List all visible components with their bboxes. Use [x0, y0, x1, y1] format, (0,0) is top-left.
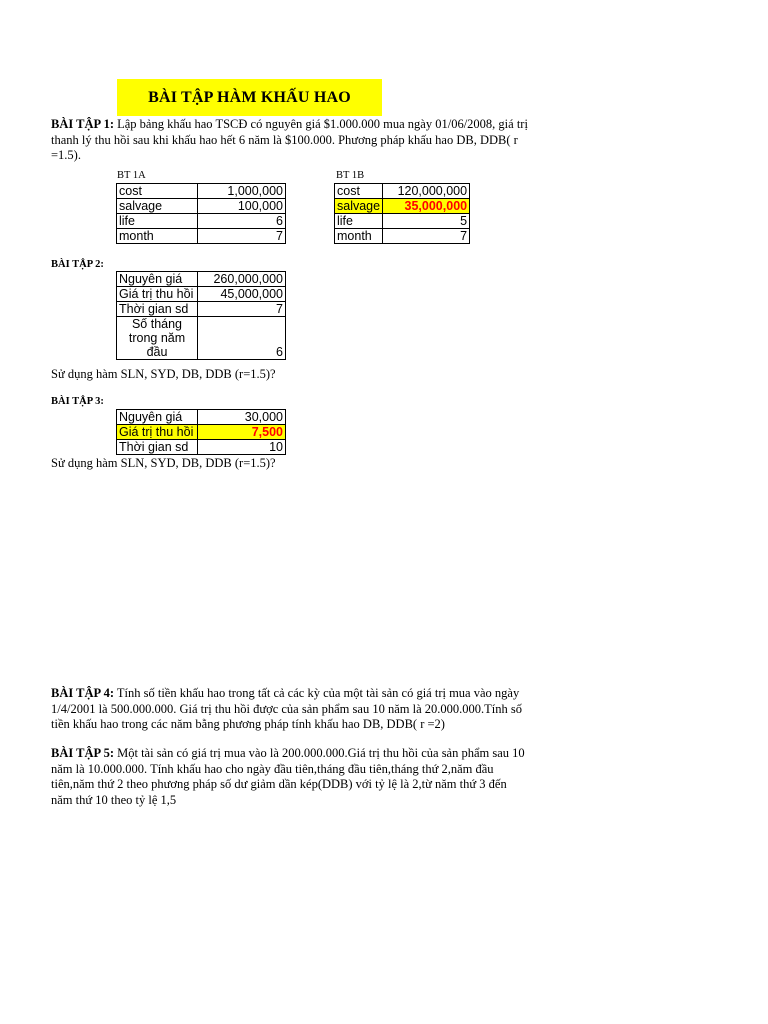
table-row [117, 425, 286, 440]
table-row [117, 287, 286, 302]
exercise-4-label: BÀI TẬP 4: [51, 686, 114, 700]
table-row [117, 272, 286, 287]
cell-value[interactable]: 7 [198, 302, 286, 317]
table-row [117, 184, 286, 199]
cell-value[interactable]: 6 [198, 214, 286, 229]
cell-label[interactable]: Nguyên giá [117, 272, 198, 287]
cell-label[interactable]: life [335, 214, 383, 229]
cell-label[interactable]: life [117, 214, 198, 229]
table-1a-caption: BT 1A [117, 170, 146, 181]
table-row [335, 199, 470, 214]
exercise-2-question: Sử dụng hàm SLN, SYD, DB, DDB (r=1.5)? [51, 367, 276, 381]
table-1b [334, 183, 470, 244]
table-1a [116, 183, 286, 244]
cell-value[interactable]: 260,000,000 [198, 272, 286, 287]
table-row [117, 229, 286, 244]
cell-value-highlighted[interactable]: 35,000,000 [383, 199, 470, 214]
cell-label[interactable]: Thời gian sd [117, 440, 198, 455]
table-3 [116, 409, 286, 455]
exercise-5-label: BÀI TẬP 5: [51, 746, 114, 760]
exercise-2-label: BÀI TẬP 2: [51, 259, 104, 270]
cell-value[interactable]: 30,000 [198, 410, 286, 425]
cell-label[interactable]: cost [117, 184, 198, 199]
cell-label[interactable]: month [335, 229, 383, 244]
cell-label[interactable]: salvage [117, 199, 198, 214]
cell-value[interactable]: 1,000,000 [198, 184, 286, 199]
exercise-3-question: Sử dụng hàm SLN, SYD, DB, DDB (r=1.5)? [51, 456, 276, 470]
cell-label[interactable]: salvage [335, 199, 383, 214]
table-row [117, 199, 286, 214]
exercise-4-body: Tính số tiền khấu hao trong tất cả các kỳ của một tài sản có giá trị mua vào ngày 1/4/2001 là 500.000.000. Giá trị thu hồi được của sản phẩm sau 10 năm là 20.000.000.Tính số tiền khấu hao trong các năm bằng phương pháp tính khấu hao DB, DDB( r =2) [51, 686, 522, 731]
cell-value[interactable]: 10 [198, 440, 286, 455]
exercise-4-text [51, 686, 531, 733]
table-row [117, 302, 286, 317]
cell-label[interactable]: month [117, 229, 198, 244]
cell-value[interactable]: 7 [198, 229, 286, 244]
cell-value[interactable]: 120,000,000 [383, 184, 470, 199]
table-row [335, 184, 470, 199]
table-row [117, 214, 286, 229]
table-row [117, 410, 286, 425]
table-row [117, 440, 286, 455]
exercise-3-label: BÀI TẬP 3: [51, 396, 104, 407]
cell-value[interactable]: 7 [383, 229, 470, 244]
cell-label[interactable]: Số tháng trong năm đầu [117, 317, 198, 360]
cell-value[interactable]: 5 [383, 214, 470, 229]
cell-value[interactable]: 100,000 [198, 199, 286, 214]
exercise-5-body: Một tài sản có giá trị mua vào là 200.000.000.Giá trị thu hồi của sản phẩm sau 10 năm là 10.000.000. Tính khấu hao cho ngày đầu tiên,tháng đầu tiên,tháng thứ 2,năm đầu tiên,năm thứ 2 theo phương pháp số dư giảm dần kép(DDB) với tỷ lệ là 2,từ năm thứ 3 đến năm thứ 10 theo tỷ lệ 1,5 [51, 746, 525, 807]
cell-label[interactable]: Giá trị thu hồi [117, 425, 198, 440]
table-row [335, 229, 470, 244]
cell-value[interactable]: 6 [198, 317, 286, 360]
cell-value-highlighted[interactable]: 7,500 [198, 425, 286, 440]
cell-label[interactable]: cost [335, 184, 383, 199]
exercise-5-text [51, 746, 531, 808]
table-row [335, 214, 470, 229]
exercise-1-body: Lập bảng khấu hao TSCĐ có nguyên giá $1.000.000 mua ngày 01/06/2008, giá trị thanh lý thu hồi sau khi khấu hao hết 6 năm là $100.000. Phương pháp khấu hao DB, DDB( r =1.5). [51, 117, 528, 162]
cell-label[interactable]: Thời gian sd [117, 302, 198, 317]
page-title: BÀI TẬP HÀM KHẤU HAO [117, 79, 382, 116]
cell-label[interactable]: Nguyên giá [117, 410, 198, 425]
exercise-1-label: BÀI TẬP 1: [51, 117, 114, 131]
table-2 [116, 271, 286, 360]
cell-label[interactable]: Giá trị thu hồi [117, 287, 198, 302]
cell-value[interactable]: 45,000,000 [198, 287, 286, 302]
table-row [117, 317, 286, 360]
exercise-1-text [51, 117, 531, 164]
table-1b-caption: BT 1B [336, 170, 365, 181]
